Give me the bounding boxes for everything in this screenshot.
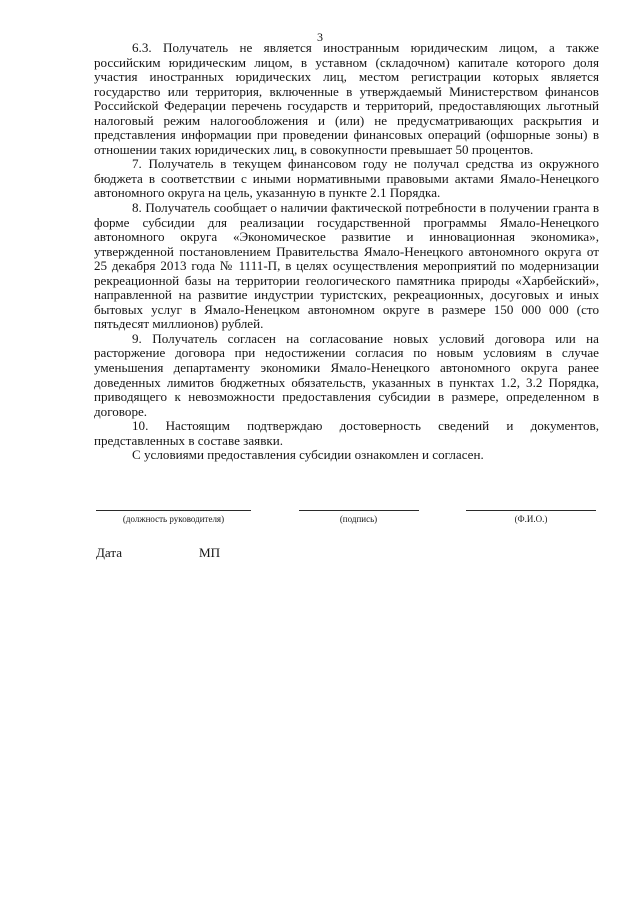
name-field (466, 510, 596, 524)
signature-block (96, 510, 596, 524)
position-field (96, 510, 251, 524)
paragraph-9: 9. Получатель согласен на согласование новых условий договора или на расторжение договора при недостижении согласия по новым условиям в случае уменьшения департаменту экономики Ямало-Ненецкого автономного округа ранее доведенных лимитов бюджетных обязательств, указанных в пунктах 1.2, 3.2 Порядка, приводящего к невозможности предоставления субсидии в размере, определенном в договоре. (94, 330, 599, 419)
name-caption: (Ф.И.О.) (514, 514, 548, 524)
position-caption: (должность руководителя) (122, 514, 225, 524)
date-label: Дата (96, 545, 123, 560)
page-number: 3 (317, 30, 323, 44)
document-body (94, 41, 599, 463)
signature-line (299, 510, 419, 511)
paragraph-8: 8. Получатель сообщает о наличии фактической потребности в получении гранта в форме субсидии для реализации государственной программы Ямало-Ненецкого автономного округа «Экономическое развитие и инновационная экономика», утвержденной постановлением Правительства Ямало-Ненецкого автономного округа от 25 декабря 2013 года № 1111-П, в целях осуществления мероприятий по модернизации рекреационной базы на территории геологического памятника природы «Харбейский», направленной на развитие индустрии туристских, рекреационных, досуговых и иных бытовых услуг в Ямало-Ненецком автономном округе в размере 150 000 000 (сто пятьдесят миллионов) рублей. (94, 200, 599, 332)
paragraph-7: 7. Получатель в текущем финансовом году не получал средства из окружного бюджета в соответствии с иными нормативными правовыми актами Ямало-Ненецкого автономного округа на цель, указанную в пункте 2.1 Порядка. (94, 156, 599, 201)
signature-caption: (подпись) (339, 514, 378, 524)
stamp-label: МП (199, 545, 221, 560)
position-line (96, 510, 251, 511)
signature-field (299, 510, 419, 524)
name-line (466, 510, 596, 511)
consent-statement: С условиями предоставления субсидии ознакомлен и согласен. (132, 447, 484, 463)
paragraph-10: 10. Настоящим подтверждаю достоверность сведений и документов, представленных в составе заявки. (94, 418, 599, 448)
paragraph-6-3: 6.3. Получатель не является иностранным юридическим лицом, а также российским юридическим лицом, в уставном (складочном) капитале которого доля участия иностранных юридических лиц, местом регистрации которых является государство или территория, включенные в утверждаемый Министерством финансов Российской Федерации перечень государств и территорий, предоставляющих льготный налоговый режим налогообложения и (или) не предусматривающих раскрытия и представления информации при проведении финансовых операций (офшорные зоны) в отношении таких юридических лиц, в совокупности превышает 50 процентов. (94, 40, 599, 157)
